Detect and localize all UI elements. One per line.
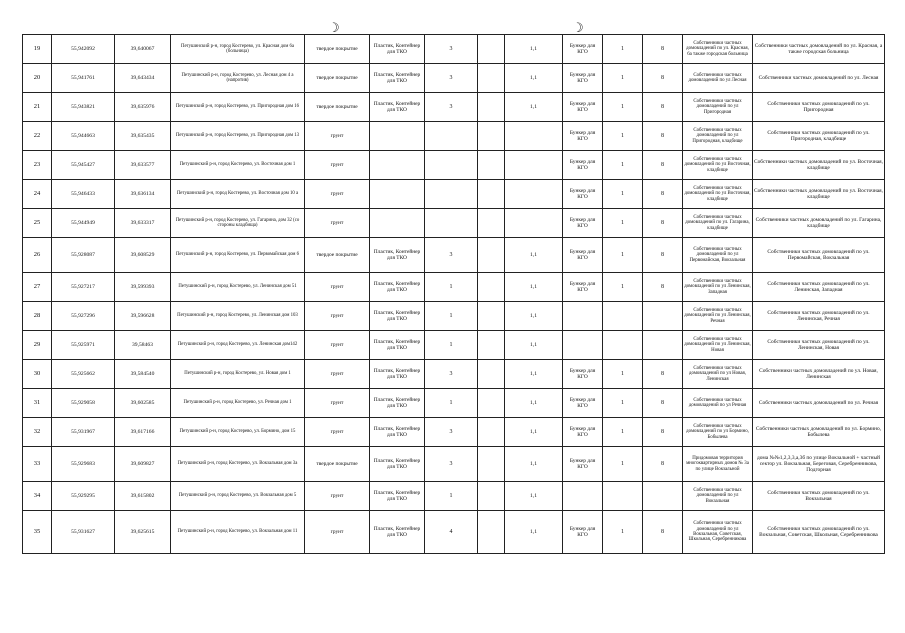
latitude-cell: 55,942092 xyxy=(52,35,115,64)
row-number: 20 xyxy=(23,64,52,93)
container-count-cell: 1 xyxy=(425,482,478,511)
container-type-cell: Пластик, Контейнер для ТКО xyxy=(370,64,425,93)
container-volume-cell: 1,1 xyxy=(505,273,563,302)
address-cell: Петушинский р-н, город Костерево, ул. Гагарина, дом 32 (со стороны кладбища) xyxy=(171,209,305,238)
waste-sites-table xyxy=(22,34,885,554)
bunker-volume-cell: 8 xyxy=(643,238,683,273)
row-number: 28 xyxy=(23,302,52,331)
owner-cell: Собственники частных домовладений по ул Восточная, кладбище xyxy=(683,180,753,209)
table-row xyxy=(23,360,885,389)
row-number: 33 xyxy=(23,447,52,482)
container-volume-cell: 1,1 xyxy=(505,331,563,360)
bunker-volume-cell: 8 xyxy=(643,511,683,554)
row-number: 22 xyxy=(23,122,52,151)
container-volume-cell: 1,1 xyxy=(505,418,563,447)
address-cell: Петушинский р-н, город Костерево, ул. Бормино, дом 15 xyxy=(171,418,305,447)
latitude-cell: 55,944663 xyxy=(52,122,115,151)
waste-source-cell: Собственники частных домовладений по ул. Пригородная xyxy=(753,93,885,122)
bunker-count-cell: 1 xyxy=(603,447,643,482)
owner-cell: Собственники частных домовладений по ул Пригородная xyxy=(683,93,753,122)
container-count-cell: 3 xyxy=(425,360,478,389)
binder-hole-mark: ☽ xyxy=(328,20,340,35)
container-type-cell: Пластик, Контейнер для ТКО xyxy=(370,35,425,64)
row-number: 32 xyxy=(23,418,52,447)
container-volume-cell: 1,1 xyxy=(505,302,563,331)
waste-source-cell: Собственники частных домовладений по ул. Бормино, Бобылева xyxy=(753,418,885,447)
container-type-cell: Пластик, Контейнер для ТКО xyxy=(370,511,425,554)
bunker-volume-cell: 8 xyxy=(643,273,683,302)
owner-cell: Собственники частных домовладений по ул Бормино, Бобылева xyxy=(683,418,753,447)
latitude-cell: 55,929058 xyxy=(52,389,115,418)
container-type-cell: Пластик, Контейнер для ТКО xyxy=(370,482,425,511)
bunker-type-cell: Бункер для КГО xyxy=(563,64,603,93)
address-cell: Петушинский р-н, город Костерево, ул. Новая дом 1 xyxy=(171,360,305,389)
latitude-cell: 55,931627 xyxy=(52,511,115,554)
owner-cell: Собственники частных домовладений по ул Восточная, кладбище xyxy=(683,151,753,180)
address-cell: Петушинский р-н, город Костерево, ул. Первомайская дом 6 xyxy=(171,238,305,273)
waste-source-cell: Собственники частных домовладений по ул. Лесная xyxy=(753,64,885,93)
address-cell: Петушинский р-н, город Костерево, ул. Вокзальная дом 11 xyxy=(171,511,305,554)
bunker-count-cell xyxy=(603,482,643,511)
container-count-cell: 3 xyxy=(425,418,478,447)
surface-cell: твердое покрытие xyxy=(305,64,370,93)
table-row xyxy=(23,209,885,238)
container-count-cell: 1 xyxy=(425,273,478,302)
container-volume-cell xyxy=(505,209,563,238)
empty-cell xyxy=(478,482,505,511)
binder-hole-mark: ☽ xyxy=(572,20,584,35)
longitude-cell: 39,602585 xyxy=(115,389,171,418)
surface-cell: грунт xyxy=(305,511,370,554)
table-row xyxy=(23,389,885,418)
bunker-volume-cell xyxy=(643,331,683,360)
waste-source-cell: Собственники частных домовладений по ул. Новая, Ленинская xyxy=(753,360,885,389)
bunker-type-cell xyxy=(563,302,603,331)
bunker-volume-cell: 8 xyxy=(643,209,683,238)
bunker-type-cell: Бункер для КГО xyxy=(563,238,603,273)
latitude-cell: 55,944949 xyxy=(52,209,115,238)
owner-cell: Придомовая территория многоквартирных домов № 3а по улице Вокзальной xyxy=(683,447,753,482)
container-count-cell xyxy=(425,180,478,209)
owner-cell: Собственники частных домовладений по ул Речная xyxy=(683,389,753,418)
surface-cell: грунт xyxy=(305,122,370,151)
address-cell: Петушинский р-н, город Костерево, ул. Ленинская дом142 xyxy=(171,331,305,360)
empty-cell xyxy=(478,209,505,238)
address-cell: Петушинский р-н, город Костерево, ул. Речная дом 1 xyxy=(171,389,305,418)
container-volume-cell: 1,1 xyxy=(505,64,563,93)
container-type-cell: Пластик, Контейнер для ТКО xyxy=(370,331,425,360)
empty-cell xyxy=(478,389,505,418)
longitude-cell: 39,625615 xyxy=(115,511,171,554)
owner-cell: Собственники частных домовладений по ул Вокзальная xyxy=(683,482,753,511)
surface-cell: грунт xyxy=(305,302,370,331)
latitude-cell: 55,931967 xyxy=(52,418,115,447)
empty-cell xyxy=(478,418,505,447)
surface-cell: грунт xyxy=(305,389,370,418)
waste-source-cell: Собственники частных домовладений по ул. Гагарина, кладбище xyxy=(753,209,885,238)
row-number: 25 xyxy=(23,209,52,238)
row-number: 31 xyxy=(23,389,52,418)
waste-source-cell: Собственники частных домовладений по ул. Ленинская, Западная xyxy=(753,273,885,302)
latitude-cell: 55,927296 xyxy=(52,302,115,331)
empty-cell xyxy=(478,151,505,180)
owner-cell: Собственники частных домовладений по ул Вокзальная, Советская, Школьная, Серебренникова xyxy=(683,511,753,554)
owner-cell: Собственники частных домовладений по ул Ленинская, Западная xyxy=(683,273,753,302)
container-volume-cell: 1,1 xyxy=(505,511,563,554)
bunker-count-cell xyxy=(603,302,643,331)
container-type-cell: Пластик, Контейнер для ТКО xyxy=(370,389,425,418)
bunker-count-cell: 1 xyxy=(603,389,643,418)
container-type-cell: Пластик, Контейнер для ТКО xyxy=(370,360,425,389)
address-cell: Петушинский р-н, город Костерево, ул. Вокзальная дом 5 xyxy=(171,482,305,511)
bunker-count-cell: 1 xyxy=(603,209,643,238)
empty-cell xyxy=(478,238,505,273)
longitude-cell: 39,635435 xyxy=(115,122,171,151)
row-number: 35 xyxy=(23,511,52,554)
empty-cell xyxy=(478,93,505,122)
bunker-volume-cell: 8 xyxy=(643,151,683,180)
table-row xyxy=(23,447,885,482)
table-row xyxy=(23,511,885,554)
latitude-cell: 55,929295 xyxy=(52,482,115,511)
surface-cell: твердое покрытие xyxy=(305,93,370,122)
latitude-cell: 55,941761 xyxy=(52,64,115,93)
surface-cell: твердое покрытие xyxy=(305,238,370,273)
bunker-type-cell: Бункер для КГО xyxy=(563,511,603,554)
table-row xyxy=(23,151,885,180)
empty-cell xyxy=(478,331,505,360)
table-row xyxy=(23,35,885,64)
empty-cell xyxy=(478,35,505,64)
container-count-cell xyxy=(425,151,478,180)
table-row xyxy=(23,64,885,93)
table-row xyxy=(23,418,885,447)
container-type-cell: Пластик, Контейнер для ТКО xyxy=(370,93,425,122)
bunker-type-cell xyxy=(563,482,603,511)
bunker-type-cell: Бункер для КГО xyxy=(563,418,603,447)
latitude-cell: 55,943821 xyxy=(52,93,115,122)
owner-cell: Собственники частных домовладений по ул Ленинская, Новая xyxy=(683,331,753,360)
bunker-volume-cell xyxy=(643,482,683,511)
address-cell: Петушинский р-н, город Костерево, ул. Восточная дом 10 а xyxy=(171,180,305,209)
surface-cell: твердое покрытие xyxy=(305,35,370,64)
waste-source-cell: Собственники частных домовладений по ул. Вокзальная, Советская, Школьная, Серебренникова xyxy=(753,511,885,554)
empty-cell xyxy=(478,64,505,93)
waste-source-cell: Собственники частных домовладений по ул. Красная, а также городская больница xyxy=(753,35,885,64)
surface-cell: грунт xyxy=(305,418,370,447)
table-row xyxy=(23,482,885,511)
longitude-cell: 39,633317 xyxy=(115,209,171,238)
container-type-cell: Пластик, Контейнер для ТКО xyxy=(370,447,425,482)
bunker-type-cell: Бункер для КГО xyxy=(563,389,603,418)
bunker-count-cell: 1 xyxy=(603,238,643,273)
address-cell: Петушинский р-н, город Костерево, ул. Вокзальная дом 3а xyxy=(171,447,305,482)
waste-source-cell: Собственники частных домовладений по ул. Восточная, кладбище xyxy=(753,151,885,180)
container-count-cell: 1 xyxy=(425,302,478,331)
bunker-type-cell: Бункер для КГО xyxy=(563,447,603,482)
latitude-cell: 55,946433 xyxy=(52,180,115,209)
bunker-type-cell: Бункер для КГО xyxy=(563,180,603,209)
container-count-cell: 3 xyxy=(425,447,478,482)
container-count-cell: 4 xyxy=(425,511,478,554)
container-count-cell xyxy=(425,122,478,151)
bunker-type-cell xyxy=(563,331,603,360)
surface-cell: грунт xyxy=(305,209,370,238)
address-cell: Петушинский р-н, город Костерево, ул. Пригородная дом 16 xyxy=(171,93,305,122)
bunker-volume-cell: 8 xyxy=(643,418,683,447)
bunker-count-cell: 1 xyxy=(603,511,643,554)
container-volume-cell: 1,1 xyxy=(505,447,563,482)
bunker-volume-cell: 8 xyxy=(643,360,683,389)
container-count-cell: 1 xyxy=(425,389,478,418)
container-type-cell xyxy=(370,151,425,180)
table-row xyxy=(23,273,885,302)
bunker-volume-cell: 8 xyxy=(643,389,683,418)
bunker-count-cell: 1 xyxy=(603,180,643,209)
row-number: 26 xyxy=(23,238,52,273)
latitude-cell: 55,945427 xyxy=(52,151,115,180)
bunker-type-cell: Бункер для КГО xyxy=(563,273,603,302)
empty-cell xyxy=(478,273,505,302)
container-volume-cell: 1,1 xyxy=(505,482,563,511)
bunker-type-cell: Бункер для КГО xyxy=(563,151,603,180)
container-volume-cell: 1,1 xyxy=(505,35,563,64)
row-number: 34 xyxy=(23,482,52,511)
empty-cell xyxy=(478,122,505,151)
container-count-cell: 3 xyxy=(425,93,478,122)
row-number: 29 xyxy=(23,331,52,360)
table-row xyxy=(23,122,885,151)
longitude-cell: 39,596628 xyxy=(115,302,171,331)
longitude-cell: 39,640067 xyxy=(115,35,171,64)
bunker-type-cell: Бункер для КГО xyxy=(563,35,603,64)
container-type-cell: Пластик, Контейнер для ТКО xyxy=(370,418,425,447)
surface-cell: твердое покрытие xyxy=(305,447,370,482)
container-type-cell xyxy=(370,180,425,209)
container-volume-cell xyxy=(505,180,563,209)
longitude-cell: 39,617166 xyxy=(115,418,171,447)
surface-cell: грунт xyxy=(305,273,370,302)
waste-source-cell: Собственники частных домовладений по ул. Вокзальная xyxy=(753,482,885,511)
waste-source-cell: Собственники частных домовладений по ул. Восточная, кладбище xyxy=(753,180,885,209)
container-count-cell: 3 xyxy=(425,35,478,64)
longitude-cell: 39,615802 xyxy=(115,482,171,511)
surface-cell: грунт xyxy=(305,180,370,209)
owner-cell: Собственники частных домовладений по ул. Красная, 6а также городская больница xyxy=(683,35,753,64)
bunker-type-cell: Бункер для КГО xyxy=(563,93,603,122)
address-cell: Петушинский р-н, город Костерево, ул. Ленинская дом 103 xyxy=(171,302,305,331)
address-cell: Петушинский р-н, город Костерево, ул. Ленинская дом 51 xyxy=(171,273,305,302)
owner-cell: Собственники частных домовладений по ул Пригородная, кладбище xyxy=(683,122,753,151)
table-row xyxy=(23,238,885,273)
empty-cell xyxy=(478,511,505,554)
container-volume-cell: 1,1 xyxy=(505,389,563,418)
container-count-cell: 1 xyxy=(425,331,478,360)
owner-cell: Собственники частных домовладений по ул. Гагарина, кладбище xyxy=(683,209,753,238)
container-type-cell: Пластик, Контейнер для ТКО xyxy=(370,273,425,302)
latitude-cell: 55,925971 xyxy=(52,331,115,360)
longitude-cell: 39,633577 xyxy=(115,151,171,180)
bunker-count-cell: 1 xyxy=(603,93,643,122)
bunker-count-cell: 1 xyxy=(603,122,643,151)
waste-source-cell: Собственники частных домовладений по ул. Ленинская, Речная xyxy=(753,302,885,331)
owner-cell: Собственники частных домовладений по ул Лесная xyxy=(683,64,753,93)
bunker-count-cell: 1 xyxy=(603,418,643,447)
container-type-cell xyxy=(370,209,425,238)
container-volume-cell xyxy=(505,122,563,151)
empty-cell xyxy=(478,180,505,209)
surface-cell: грунт xyxy=(305,360,370,389)
empty-cell xyxy=(478,360,505,389)
address-cell: Петушинский р-н, город Костерево, ул. Красная дом 6а (больница) xyxy=(171,35,305,64)
table-row xyxy=(23,302,885,331)
container-type-cell: Пластик, Контейнер для ТКО xyxy=(370,238,425,273)
bunker-count-cell: 1 xyxy=(603,64,643,93)
row-number: 19 xyxy=(23,35,52,64)
surface-cell: грунт xyxy=(305,331,370,360)
surface-cell: грунт xyxy=(305,151,370,180)
container-volume-cell: 1,1 xyxy=(505,93,563,122)
row-number: 23 xyxy=(23,151,52,180)
bunker-count-cell xyxy=(603,331,643,360)
bunker-type-cell: Бункер для КГО xyxy=(563,360,603,389)
address-cell: Петушинский р-н, город Костерево, ул. Лесная дом 4 а (напротив) xyxy=(171,64,305,93)
row-number: 24 xyxy=(23,180,52,209)
waste-source-cell: Собственники частных домовладений по ул. Речная xyxy=(753,389,885,418)
address-cell: Петушинский р-н, город Костерево, ул. Восточная дом 1 xyxy=(171,151,305,180)
container-count-cell xyxy=(425,209,478,238)
bunker-type-cell: Бункер для КГО xyxy=(563,122,603,151)
container-volume-cell: 1,1 xyxy=(505,360,563,389)
longitude-cell: 39,636134 xyxy=(115,180,171,209)
latitude-cell: 55,928087 xyxy=(52,238,115,273)
longitude-cell: 39,643434 xyxy=(115,64,171,93)
container-type-cell xyxy=(370,122,425,151)
bunker-volume-cell: 8 xyxy=(643,35,683,64)
latitude-cell: 55,925662 xyxy=(52,360,115,389)
waste-source-cell: Собственники частных домовладений по ул. Ленинская, Новая xyxy=(753,331,885,360)
latitude-cell: 55,929683 xyxy=(52,447,115,482)
row-number: 27 xyxy=(23,273,52,302)
waste-source-cell: дома №№1,2,3,3,а,3б по улице Вокзальной + частный сектор ул. Вокзальная, Береговая, Серебренникова, Подгорная xyxy=(753,447,885,482)
table-row xyxy=(23,180,885,209)
owner-cell: Собственники частных домовладений по ул Ленинская, Речная xyxy=(683,302,753,331)
longitude-cell: 39,584540 xyxy=(115,360,171,389)
bunker-count-cell: 1 xyxy=(603,273,643,302)
longitude-cell: 39,635976 xyxy=(115,93,171,122)
bunker-volume-cell: 8 xyxy=(643,64,683,93)
bunker-volume-cell: 8 xyxy=(643,93,683,122)
table-row xyxy=(23,331,885,360)
longitude-cell: 39,609827 xyxy=(115,447,171,482)
bunker-volume-cell: 8 xyxy=(643,122,683,151)
bunker-type-cell: Бункер для КГО xyxy=(563,209,603,238)
owner-cell: Собственники частных домовладений по ул Первомайская, Вокзальная xyxy=(683,238,753,273)
container-count-cell: 3 xyxy=(425,238,478,273)
bunker-count-cell: 1 xyxy=(603,35,643,64)
address-cell: Петушинский р-н, город Костерево, ул. Пригородная дом 13 xyxy=(171,122,305,151)
longitude-cell: 39,599393 xyxy=(115,273,171,302)
row-number: 21 xyxy=(23,93,52,122)
empty-cell xyxy=(478,447,505,482)
table-row xyxy=(23,93,885,122)
bunker-count-cell: 1 xyxy=(603,151,643,180)
surface-cell: грунт xyxy=(305,482,370,511)
container-volume-cell xyxy=(505,151,563,180)
owner-cell: Собственники частных домовладений по ул Новая, Ленинская xyxy=(683,360,753,389)
waste-source-cell: Собственники частных домовладений по ул. Первомайская, Вокзальная xyxy=(753,238,885,273)
longitude-cell: 39,58463 xyxy=(115,331,171,360)
bunker-volume-cell xyxy=(643,302,683,331)
bunker-count-cell: 1 xyxy=(603,360,643,389)
latitude-cell: 55,927217 xyxy=(52,273,115,302)
container-type-cell: Пластик, Контейнер для ТКО xyxy=(370,302,425,331)
bunker-volume-cell: 8 xyxy=(643,180,683,209)
waste-source-cell: Собственники частных домовладений по ул. Пригородная, кладбище xyxy=(753,122,885,151)
bunker-volume-cell: 8 xyxy=(643,447,683,482)
longitude-cell: 39,608529 xyxy=(115,238,171,273)
row-number: 30 xyxy=(23,360,52,389)
container-count-cell: 3 xyxy=(425,64,478,93)
empty-cell xyxy=(478,302,505,331)
container-volume-cell: 1,1 xyxy=(505,238,563,273)
